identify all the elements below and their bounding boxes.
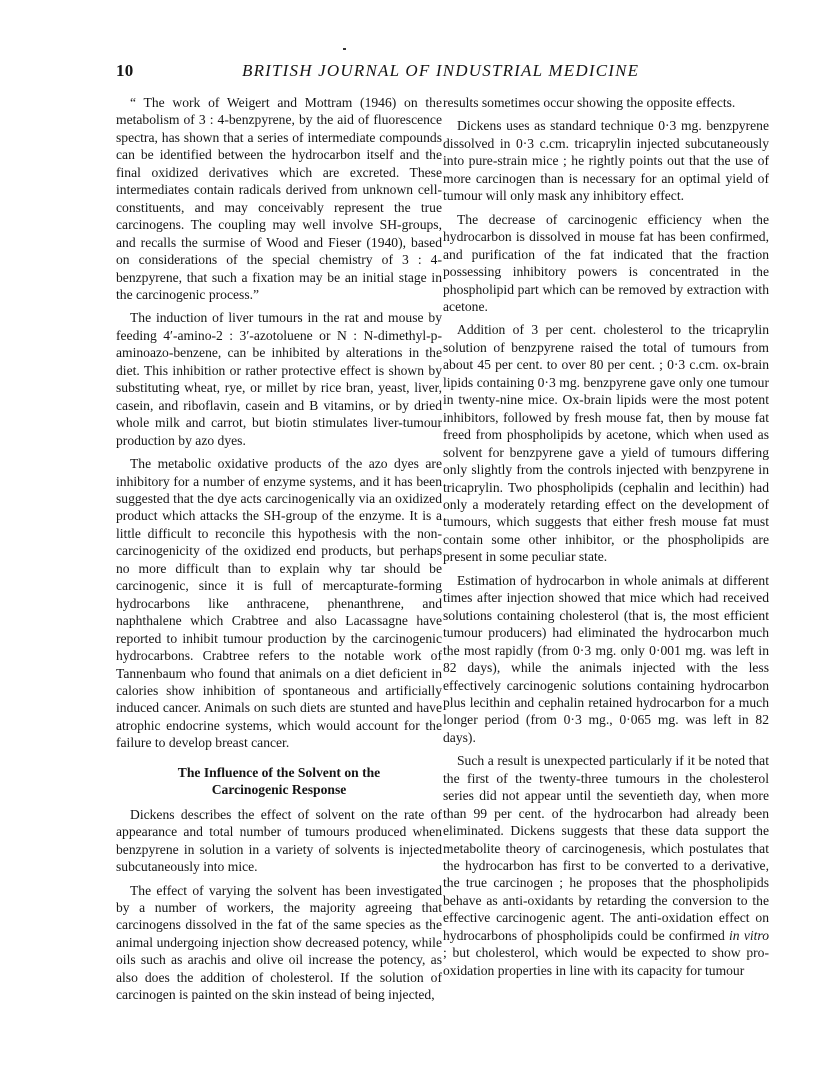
journal-title: BRITISH JOURNAL OF INDUSTRIAL MEDICINE bbox=[242, 61, 640, 80]
section-heading bbox=[116, 764, 442, 798]
section-heading-line: The Influence of the Solvent on the bbox=[177, 764, 381, 780]
body-paragraph: Dickens describes the effect of solvent on the rate of appearance and total number of tumours produced when benzpyrene in solution in a variety of solvents is injected subcutaneously into mice. bbox=[116, 806, 442, 875]
paragraph-text: ; but cholesterol, which would be expected to show pro-oxidation properties in line with its capacity for tumour bbox=[443, 945, 769, 978]
body-paragraph: The metabolic oxidative products of the azo dyes are inhibitory for a number of enzyme systems, and it has been suggested that the dye acts carcinogenically via an oxidized product which attacks the SH-group of the enzyme. It is a little difficult to reconcile this hypothesis with the non-carcinogenicity of the oxidized end products, but perhaps no more difficult than to explain why tar should be carcinogenic, since it is full of mercapturate-forming hydrocarbons like anthracene, phenanthrene, and naphthalene which Crabtree and also Lacassagne have reported to inhibit tumour production by the carcinogenic hydrocarbons. Crabtree refers to the notable work of Tannenbaum who found that animals on a diet deficient in calories show inhibition of spontaneous and artificially induced cancer. Animals on such diets are stunted and have atrophic endocrine systems, which would account for the failure to develop breast cancer. bbox=[116, 456, 442, 751]
body-paragraph: Estimation of hydrocarbon in whole animals at different times after injection showed that mice which had received solutions containing cholesterol (that is, the most efficient tumour producers) had eliminated the hydrocarbon much the most rapidly (from 0·3 mg. only 0·001 mg. was left in 82 days), while the animals injected with the less effectively carcinogenic solutions containing hydrocarbon plus lecithin and cephalin retained hydrocarbon for a much longer period (from 0·3 mg., 0·065 mg. was left in 82 days). bbox=[443, 572, 769, 745]
section-heading-line: Carcinogenic Response bbox=[211, 781, 347, 797]
body-paragraph-final bbox=[443, 752, 769, 979]
paragraph-text: Such a result is unexpected particularly if it be noted that the first of the twenty-three tumours in the cholesterol series did not appear until the seventieth day, when more than 99 per cent. of the hydrocarbon had already been eliminated. Dickens suggests that these data support the metabolite theory of carcinogenesis, which postulates that the hydrocarbon has first to be converted to a derivative, the true carcinogen ; he proposes that the phospholipids behave as anti-oxidants by retarding the conversion to the effective carcinogenic agent. The anti-oxidation effect on hydrocarbons of phospholipids could be confirmed bbox=[443, 753, 769, 943]
quoted-paragraph: “ The work of Weigert and Mottram (1946) on the metabolism of 3 : 4-benzpyrene, by the aid of fluorescence spectra, has shown that a series of intermediate compounds can be identified between the hydrocarbon itself and the final oxidized derivatives which are excreted. These intermediates contain radicals derived from unknown cell-constituents, and may conceivably represent the true carcinogens. The coupling may well involve SH-groups, and recalls the surmise of Wood and Fieser (1940), based on considerations of the special chemistry of 3 : 4-benzpyrene, that such a fixation may be an initial stage in the carcinogenic process.” bbox=[116, 95, 442, 302]
italic-term: in vitro bbox=[729, 927, 769, 943]
body-paragraph: Dickens uses as standard technique 0·3 mg. benzpyrene dissolved in 0·3 c.cm. tricaprylin injected subcutaneously into pure-strain mice ; he rightly points out that the use of more carcinogen than is necessary for an optimal yield of tumour will only mask any inhibitory effect. bbox=[443, 118, 769, 204]
body-paragraph: Addition of 3 per cent. cholesterol to the tricaprylin solution of benzpyrene raised the total of tumours from about 45 per cent. to over 80 per cent. ; 0·3 c.cm. ox-brain lipids containing 0·3 mg. benzpyrene gave only one tumour in twenty-nine mice. Ox-brain lipids were the most potent inhibitors, followed by fresh mouse fat, then by mouse fat freed from phospholipids by acetone, which when used as solvent for benzpyrene gave a yield of tumours differing only slightly from the controls injected with benzpyrene in tricaprylin. Two phospholipids (cephalin and lecithin) had only a moderately retarding effect on the development of tumours, which suggests that either fresh mouse fat must contain some other inhibitor, or the phospholipids are present in some peculiar state. bbox=[443, 322, 769, 565]
left-column bbox=[116, 94, 442, 1010]
body-paragraph: The induction of liver tumours in the rat and mouse by feeding 4′-amino-2 : 3′-azotoluene or N : N-dimethyl-p-aminoazo-benzene, can be inhibited by alterations in the diet. This inhibition or rather protective effect is shown by substituting wheat, rye, or millet by rice bran, yeast, liver, casein, and riboflavin, casein and B vitamins, or by dried whole milk and carrot, but biotin stimulates liver-tumour production by azo dyes. bbox=[116, 310, 442, 448]
continued-paragraph: results sometimes occur showing the opposite effects. bbox=[443, 95, 736, 110]
body-paragraph: The effect of varying the solvent has been investigated by a number of workers, the majority agreeing that carcinogens dissolved in the fat of the same species as the animal undergoing injection show decreased potency, while oils such as arachis and olive oil increase the potency, as also does the addition of cholesterol. If the solution of carcinogen is painted on the skin instead of being injected, bbox=[116, 882, 442, 1003]
print-speck bbox=[343, 48, 346, 50]
body-paragraph: The decrease of carcinogenic efficiency when the hydrocarbon is dissolved in mouse fat has been confirmed, and purification of the fat indicated that the fraction possessing inhibitory powers is concentrated in the phospholipid part which can be removed by extraction with acetone. bbox=[443, 211, 769, 314]
right-column bbox=[443, 94, 769, 985]
page-number: 10 bbox=[116, 61, 134, 80]
page-header bbox=[116, 61, 768, 85]
